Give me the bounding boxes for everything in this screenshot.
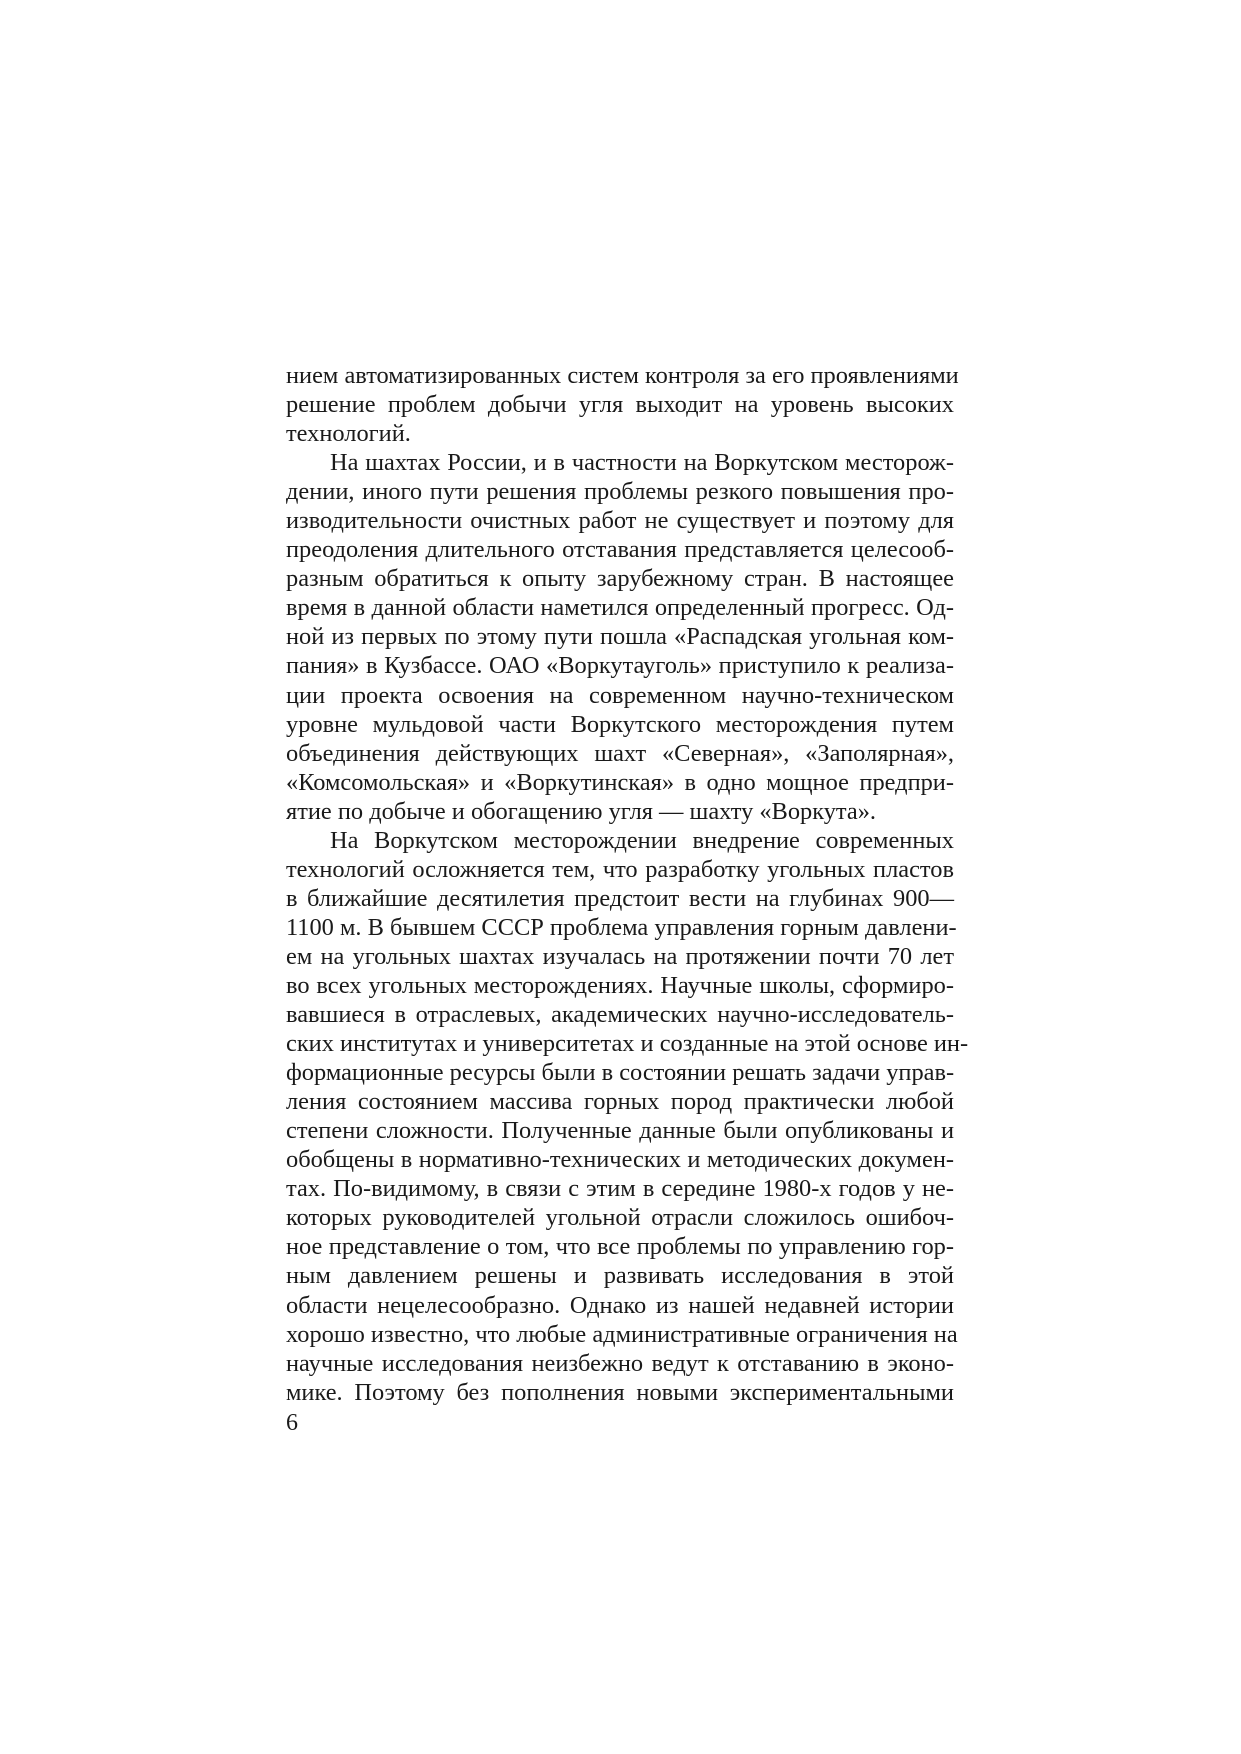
text-line: ских институтах и университетах и созданные на этой основе ин- — [286, 1030, 969, 1058]
text-line: ем на угольных шахтах изучалась на протяжении почти 70 лет — [286, 942, 954, 970]
body-text — [286, 361, 969, 1407]
text-line: ное представление о том, что все проблемы по управлению гор- — [286, 1233, 954, 1261]
text-line: уровне мульдовой части Воркутского месторождения путем — [286, 710, 954, 738]
text-line: мике. Поэтому без пополнения новыми экспериментальными — [286, 1378, 954, 1406]
text-line: дении, иного пути решения проблемы резкого повышения про- — [286, 478, 954, 506]
text-line: преодоления длительного отставания представляется целесооб- — [286, 536, 954, 564]
text-line: обобщены в нормативно-технических и методических докумен- — [286, 1146, 954, 1174]
text-line: объединения действующих шахт «Северная», «Заполярная», — [286, 739, 954, 767]
text-line: ления состоянием массива горных пород практически любой — [286, 1088, 954, 1116]
text-line: разным обратиться к опыту зарубежному стран. В настоящее — [286, 565, 954, 593]
paragraph-2 — [286, 448, 954, 826]
text-line: изводительности очистных работ не существует и поэтому для — [286, 507, 954, 535]
text-line: нием автоматизированных систем контроля за его проявлениями — [286, 362, 959, 389]
text-line: ятие по добыче и обогащению угля — шахту «Воркута». — [286, 797, 876, 825]
text-line: На шахтах России, и в частности на Воркутском месторож- — [330, 449, 954, 477]
text-line: 1100 м. В бывшем СССР проблема управления горным давлени- — [286, 913, 957, 941]
text-line: вавшиеся в отраслевых, академических научно-исследователь- — [286, 1001, 954, 1029]
paragraph-1 — [286, 361, 959, 448]
paragraph-3 — [286, 826, 969, 1407]
text-line: в ближайшие десятилетия предстоит вести на глубинах 900— — [286, 884, 954, 912]
text-line: ной из первых по этому пути пошла «Распадская угольная ком- — [286, 623, 954, 651]
text-line: «Комсомольская» и «Воркутинская» в одно мощное предпри- — [286, 768, 954, 796]
text-line: во всех угольных месторождениях. Научные школы, сформиро- — [286, 971, 954, 999]
text-line: пания» в Кузбассе. ОАО «Воркутауголь» приступило к реализа- — [286, 652, 954, 680]
text-line: научные исследования неизбежно ведут к отставанию в эконо- — [286, 1349, 954, 1377]
text-line: На Воркутском месторождении внедрение современных — [330, 826, 954, 854]
text-line: хорошо известно, что любые административные ограничения на — [286, 1320, 958, 1348]
page-number: 6 — [286, 1410, 298, 1436]
text-line: формационные ресурсы были в состоянии решать задачи управ- — [286, 1059, 955, 1087]
text-line: время в данной области наметился определенный прогресс. Од- — [286, 594, 954, 622]
text-line: технологий осложняется тем, что разработку угольных пластов — [286, 855, 954, 883]
text-line: которых руководителей угольной отрасли сложилось ошибоч- — [286, 1204, 954, 1232]
text-line: ным давлением решены и развивать исследования в этой — [286, 1262, 954, 1290]
text-line: степени сложности. Полученные данные были опубликованы и — [286, 1117, 954, 1145]
text-line: области нецелесообразно. Однако из нашей недавней истории — [286, 1291, 954, 1319]
text-line: решение проблем добычи угля выходит на уровень высоких — [286, 391, 954, 419]
text-line: тах. По-видимому, в связи с этим в середине 1980-х годов у не- — [286, 1175, 954, 1203]
text-line: технологий. — [286, 420, 411, 448]
text-line: ции проекта освоения на современном научно-техническом — [286, 681, 954, 709]
